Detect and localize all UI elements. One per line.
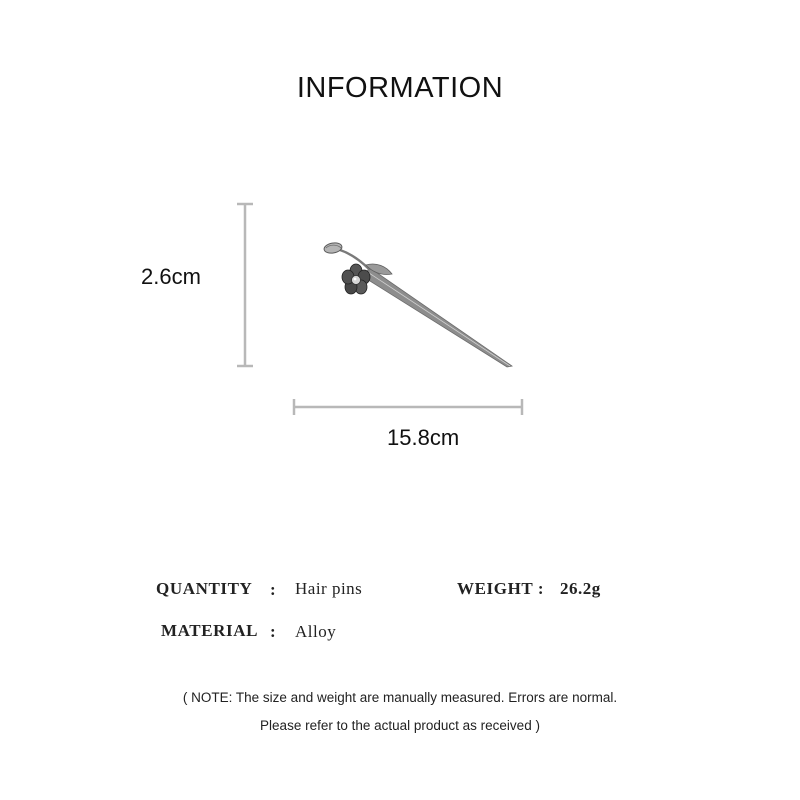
weight-key: WEIGHT : xyxy=(457,579,545,598)
width-dimension-line xyxy=(294,399,522,415)
flower-hairpin-icon xyxy=(323,242,512,367)
material-value: Alloy xyxy=(295,622,337,641)
quantity-key: QUANTITY xyxy=(156,579,253,598)
page-title: INFORMATION xyxy=(296,72,504,104)
note-line-2: Please refer to the actual product as received ) xyxy=(260,718,540,733)
height-label: 2.6cm xyxy=(141,264,201,289)
quantity-value: Hair pins xyxy=(295,579,363,598)
width-label: 15.8cm xyxy=(387,425,460,450)
material-key: MATERIAL xyxy=(161,621,259,640)
height-dimension-line xyxy=(237,204,253,366)
note-line-1: ( NOTE: The size and weight are manually measured. Errors are normal. xyxy=(182,690,618,705)
material-colon: : xyxy=(270,622,277,641)
weight-value: 26.2g xyxy=(560,579,601,598)
quantity-colon: : xyxy=(270,580,277,599)
